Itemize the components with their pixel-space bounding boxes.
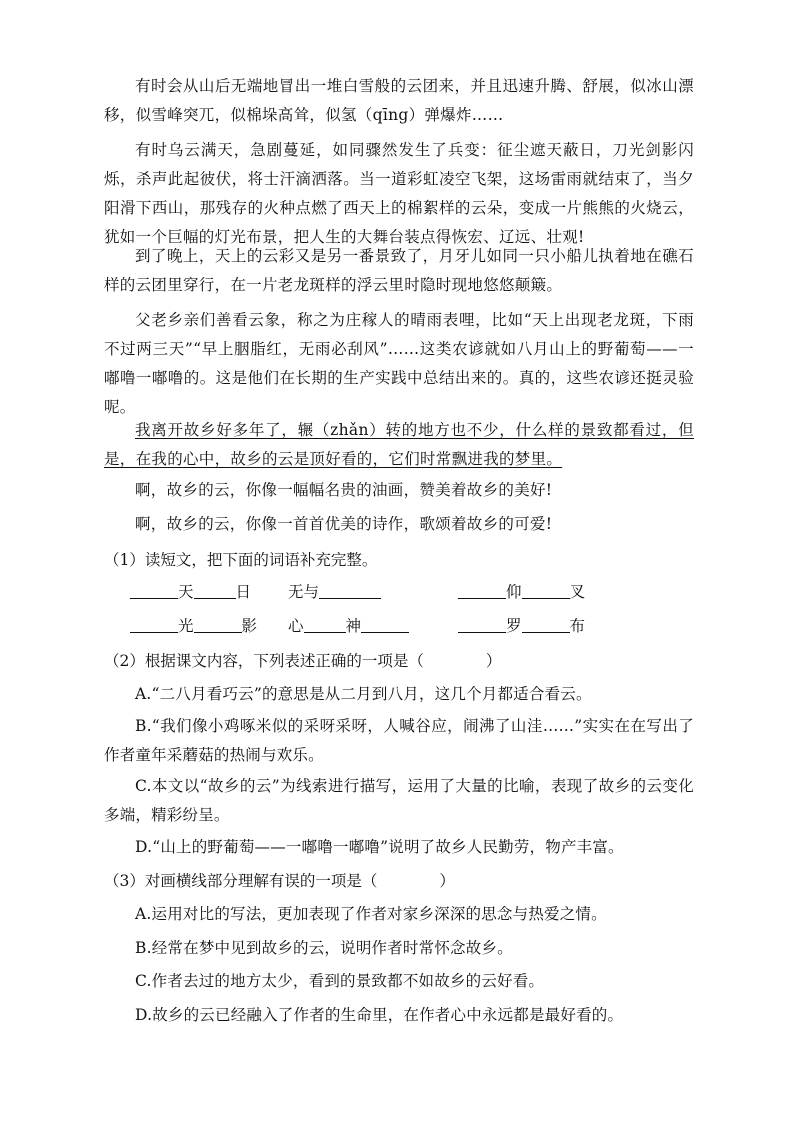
idiom-fill-1 xyxy=(130,580,251,604)
idiom-fill-6 xyxy=(458,614,585,638)
question-2-title: （2）根据课文内容，下列表述正确的一项是（ ） xyxy=(104,652,502,670)
question-2-option-b[interactable]: B.“我们像小鸡啄米似的采呀采呀，人喊谷应，闹沸了山洼……”实实在在写出了作者童年采蘑菇的热闹与欢乐。 xyxy=(104,717,694,764)
passage-paragraph-2: 有时乌云满天，急剧蔓延，如同骤然发生了兵变：征尘遮天蔽日，刀光剑影闪烁，杀声此起彼伏，将士汗滴洒落。当一道彩虹凌空飞架，这场雷雨就结束了，当夕阳滑下西山，那残存的火种点燃了西天上的棉絮样的云朵，变成一片熊熊的火烧云，犹如一个巨幅的灯光布景，把人生的大舞台装点得恢宏、辽远、壮观! xyxy=(104,141,694,246)
blank[interactable] xyxy=(194,614,242,633)
blank[interactable] xyxy=(361,614,409,633)
blank[interactable] xyxy=(319,580,381,599)
blank[interactable] xyxy=(458,614,506,633)
idiom-char: 光 xyxy=(178,617,194,635)
question-1-title: （1）读短文，把下面的词语补充完整。 xyxy=(104,551,378,569)
idiom-char: 仰 xyxy=(506,583,522,601)
question-2-option-d[interactable]: D.“山上的野葡萄——一嘟噜一嘟噜”说明了故乡人民勤劳，物产丰富。 xyxy=(135,838,624,856)
idiom-char: 无与 xyxy=(288,583,320,601)
passage-paragraph-3: 到了晚上，天上的云彩又是另一番景致了，月牙儿如同一只小船儿执着地在礁石样的云团里穿行，在一片老龙斑样的浮云里时隐时现地悠悠颠簸。 xyxy=(104,247,694,294)
passage-paragraph-5-underlined: 我离开故乡好多年了，辗（zhǎn）转的地方也不少，什么样的景致都看过，但是，在我的心中，故乡的云是顶好看的，它们时常飘进我的梦里。 xyxy=(104,421,694,468)
blank[interactable] xyxy=(304,614,346,633)
idiom-char: 影 xyxy=(241,617,258,635)
blank[interactable] xyxy=(458,580,506,599)
idiom-char: 布 xyxy=(569,617,586,635)
blank[interactable] xyxy=(522,614,570,633)
passage-paragraph-4: 父老乡亲们善看云象，称之为庄稼人的晴雨表哩，比如“天上出现老龙斑，下雨不过两三天”“早上胭脂红，无雨必刮风”……这类农谚就如八月山上的野葡萄——一嘟噜一嘟噜的。这是他们在长期的生产实践中总结出来的。真的，这些农谚还挺灵验呢。 xyxy=(104,311,694,416)
question-2-option-a[interactable]: A.“二八月看巧云”的意思是从二月到八月，这几个月都适合看云。 xyxy=(135,685,592,703)
question-3-option-a[interactable]: A.运用对比的写法，更加表现了作者对家乡深深的思念与热爱之情。 xyxy=(135,905,607,923)
blank[interactable] xyxy=(194,580,236,599)
question-3-option-d[interactable]: D.故乡的云已经融入了作者的生命里，在作者心中永远都是最好看的。 xyxy=(135,1006,624,1024)
passage-paragraph-1: 有时会从山后无端地冒出一堆白雪般的云团来，并且迅速升腾、舒展，似冰山漂移，似雪峰突兀，似棉垛高耸，似氢（qīng）弹爆炸…… xyxy=(104,77,694,124)
idiom-char: 神 xyxy=(345,617,362,635)
idiom-fill-4 xyxy=(130,614,257,638)
idiom-char: 叉 xyxy=(569,583,586,601)
fill-row-2 xyxy=(130,614,690,638)
question-3-option-c[interactable]: C.作者去过的地方太少，看到的景致都不如故乡的云好看。 xyxy=(135,972,545,990)
idiom-char: 罗 xyxy=(506,617,522,635)
idiom-char: 日 xyxy=(235,583,252,601)
idiom-fill-3 xyxy=(458,580,585,604)
idiom-fill-5 xyxy=(288,614,409,638)
idiom-char: 心 xyxy=(288,617,304,635)
passage-paragraph-7: 啊，故乡的云，你像一首首优美的诗作，歌颂着故乡的可爱! xyxy=(135,515,553,533)
blank[interactable] xyxy=(522,580,570,599)
blank[interactable] xyxy=(130,614,178,633)
passage-paragraph-6: 啊，故乡的云，你像一幅幅名贵的油画，赞美着故乡的美好! xyxy=(135,481,553,499)
question-3-title: （3）对画横线部分理解有误的一项是（ ） xyxy=(104,872,455,890)
idiom-char: 天 xyxy=(178,583,194,601)
idiom-fill-2 xyxy=(288,580,381,604)
blank[interactable] xyxy=(130,580,178,599)
fill-row-1 xyxy=(130,580,690,604)
question-2-option-c[interactable]: C.本文以“故乡的云”为线索进行描写，运用了大量的比喻，表现了故乡的云变化多端，精彩纷呈。 xyxy=(104,777,694,824)
question-3-option-b[interactable]: B.经常在梦中见到故乡的云，说明作者时常怀念故乡。 xyxy=(135,939,513,957)
